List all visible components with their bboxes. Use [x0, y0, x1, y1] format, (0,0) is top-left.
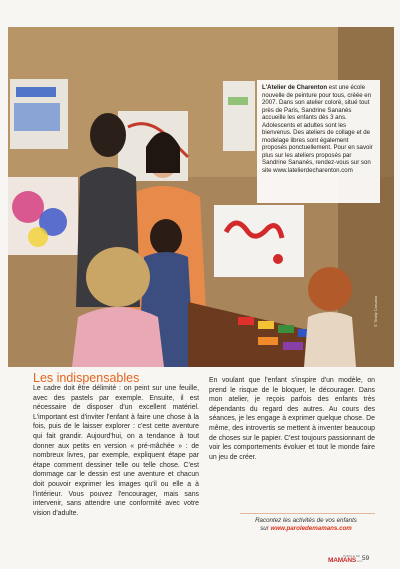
magazine-logo-small: PAROLE DE: [343, 554, 360, 558]
article-right-column: En voulant que l'enfant s'inspire d'un modèle, on prend le risque de le bloquer, le décourager. Dans mon atelier, je reçois parfois des enfants très dépendants du regard des autres. Au cours des séances, je les engage à exprimer quelque chose. De même, des introvertis se mettent à inventer beaucoup de choses sur le papier. C'est toujours passionnant de voir les comportements évoluer et tout le monde faire un jeu de créer.: [209, 377, 375, 461]
promo-box: [244, 517, 368, 533]
magazine-logo-suffix: .com: [356, 559, 363, 563]
article-left-column: Le cadre doit être délimité : on peint sur une feuille, avec des pastels par exemple. Ensuite, il est nécessaire de disposer d'un excellent matériel. L'important est d'inviter l'enfant à faire une chose à la fois, puis de le laisser explorer : c'est cette aventure qui fait grandir. Aujourd'hui, on a tendance à tout donner aux petits en version « pré-mâchée » : de nombreux livres, par exemple, expliquent étape par étape comment dessiner telle ou telle chose. C'est dommage car le dessin est une aventure et chacun doit pouvoir exprimer les images qu'il ou elle a à l'intérieur. Vous pouvez l'encourager, mais sans intervenir, sans attendre une conformité avec votre vision d'adulte.: [33, 385, 199, 517]
promo-prefix: sur: [260, 525, 271, 532]
page-number: 59: [362, 555, 370, 562]
atelier-photo: [8, 27, 394, 367]
section-title: Les indispensables: [33, 371, 140, 385]
caption-atelier-name: L'Atelier de Charenton: [262, 84, 328, 91]
photo-caption: [257, 80, 380, 203]
magazine-logo: [328, 554, 363, 564]
promo-url-link[interactable]: www.paroledemamans.com: [270, 525, 352, 532]
caption-body: est une école nouvelle de peinture pour tous, créée en 2007. Dans son atelier coloré, situé tout près de Paris, Sandrine Sananès accueille les enfants dès 3 ans. Adolescents et adultes sont les bienvenus. Des ateliers de collage et de modelage libres sont également proposés ponctuellement. Pour en savoir plus sur les ateliers proposés par Sandrine Sananès, rendez-vous sur son site www.latelierdecharenton.com: [262, 84, 373, 174]
promo-divider: [240, 513, 375, 514]
photo-credit: © Teddy Caruana: [373, 295, 378, 327]
magazine-logo-name: MAMANS: [328, 557, 357, 564]
promo-line2: [244, 525, 368, 533]
promo-line1: Racontez les activités de vos enfants: [255, 517, 357, 524]
